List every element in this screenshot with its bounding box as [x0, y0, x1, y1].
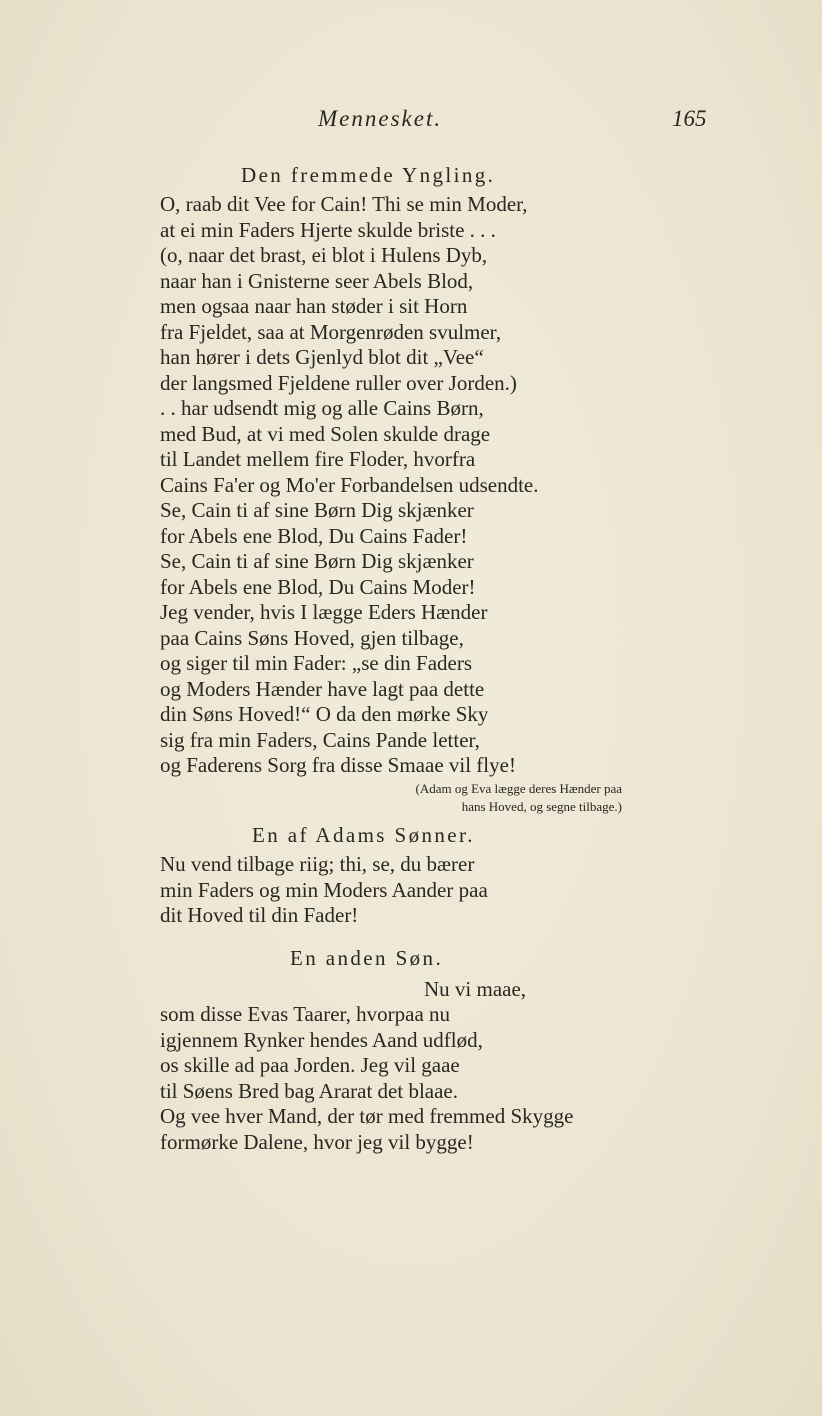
verse-line: Nu vi maae, [424, 977, 527, 1001]
speaker-name: En anden Søn. [290, 946, 444, 970]
verse-line: og Moders Hænder have lagt paa dette [160, 676, 485, 701]
verse-line: naar han i Gnisterne seer Abels Blod, [160, 268, 474, 293]
verse-line: os skille ad paa Jorden. Jeg vil gaae [160, 1053, 460, 1077]
verse-line: (o, naar det brast, ei blot i Hulens Dyb, [160, 243, 488, 267]
stage-direction-line: (Adam og Eva lægge deres Hænder paa [415, 781, 622, 796]
stage-direction [360, 780, 622, 816]
verse-line: for Abels ene Blod, Du Cains Fader! [160, 523, 468, 548]
verse-line: og Faderens Sorg fra disse Smaae vil flye! [160, 753, 516, 777]
verse-line: og siger til min Fader: „se din Faders [160, 651, 473, 675]
stage-direction-line: hans Hoved, og segne tilbage.) [461, 799, 622, 814]
verse-line: Cains Fa'er og Mo'er Forbandelsen udsendte. [160, 472, 539, 497]
verse-line: men ogsaa naar han støder i sit Horn [160, 294, 468, 318]
speaker-name: En af Adams Sønner. [252, 823, 475, 847]
verse-line: paa Cains Søns Hoved, gjen tilbage, [160, 625, 464, 650]
verse-line: til Landet mellem fire Floder, hvorfra [160, 447, 476, 471]
verse-line: min Faders og min Moders Aander paa [160, 877, 488, 902]
verse-line: Og vee hver Mand, der tør med fremmed Skygge [160, 1104, 574, 1128]
verse-line: for Abels ene Blod, Du Cains Moder! [160, 574, 476, 599]
verse-line: der langsmed Fjeldene ruller over Jorden.) [160, 370, 517, 395]
verse-line: formørke Dalene, hvor jeg vil bygge! [160, 1129, 474, 1154]
verse-line: Se, Cain ti af sine Børn Dig skjænker [160, 498, 474, 522]
verse-line: med Bud, at vi med Solen skulde drage [160, 421, 491, 446]
verse-line: Jeg vender, hvis I lægge Eders Hænder [160, 600, 488, 624]
verse-line: som disse Evas Taarer, hvorpaa nu [160, 1002, 451, 1026]
verse-line: O, raab dit Vee for Cain! Thi se min Moder, [160, 192, 528, 216]
verse-line: dit Hoved til din Fader! [160, 903, 359, 927]
verse-line: igjennem Rynker hendes Aand udflød, [160, 1027, 483, 1052]
verse-line: . . har udsendt mig og alle Cains Børn, [160, 396, 484, 420]
verse-line: din Søns Hoved!“ O da den mørke Sky [160, 702, 489, 726]
verse-line: Nu vend tilbage riig; thi, se, du bærer [160, 852, 475, 876]
verse-line: han hører i dets Gjenlyd blot dit „Vee“ [160, 345, 484, 369]
speaker-name: Den fremmede Yngling. [241, 163, 496, 187]
verse-block [160, 852, 488, 929]
verse-block [160, 1002, 573, 1155]
running-title: Mennesket. [318, 106, 443, 131]
verse-line: fra Fjeldet, saa at Morgenrøden svulmer, [160, 319, 502, 344]
verse-block [160, 192, 539, 779]
verse-line: til Søens Bred bag Ararat det blaae. [160, 1078, 458, 1103]
verse-line: at ei min Faders Hjerte skulde briste . . . [160, 217, 496, 242]
page-number: 165 [672, 106, 707, 131]
verse-line: sig fra min Faders, Cains Pande letter, [160, 727, 480, 752]
verse-line: Se, Cain ti af sine Børn Dig skjænker [160, 549, 474, 573]
